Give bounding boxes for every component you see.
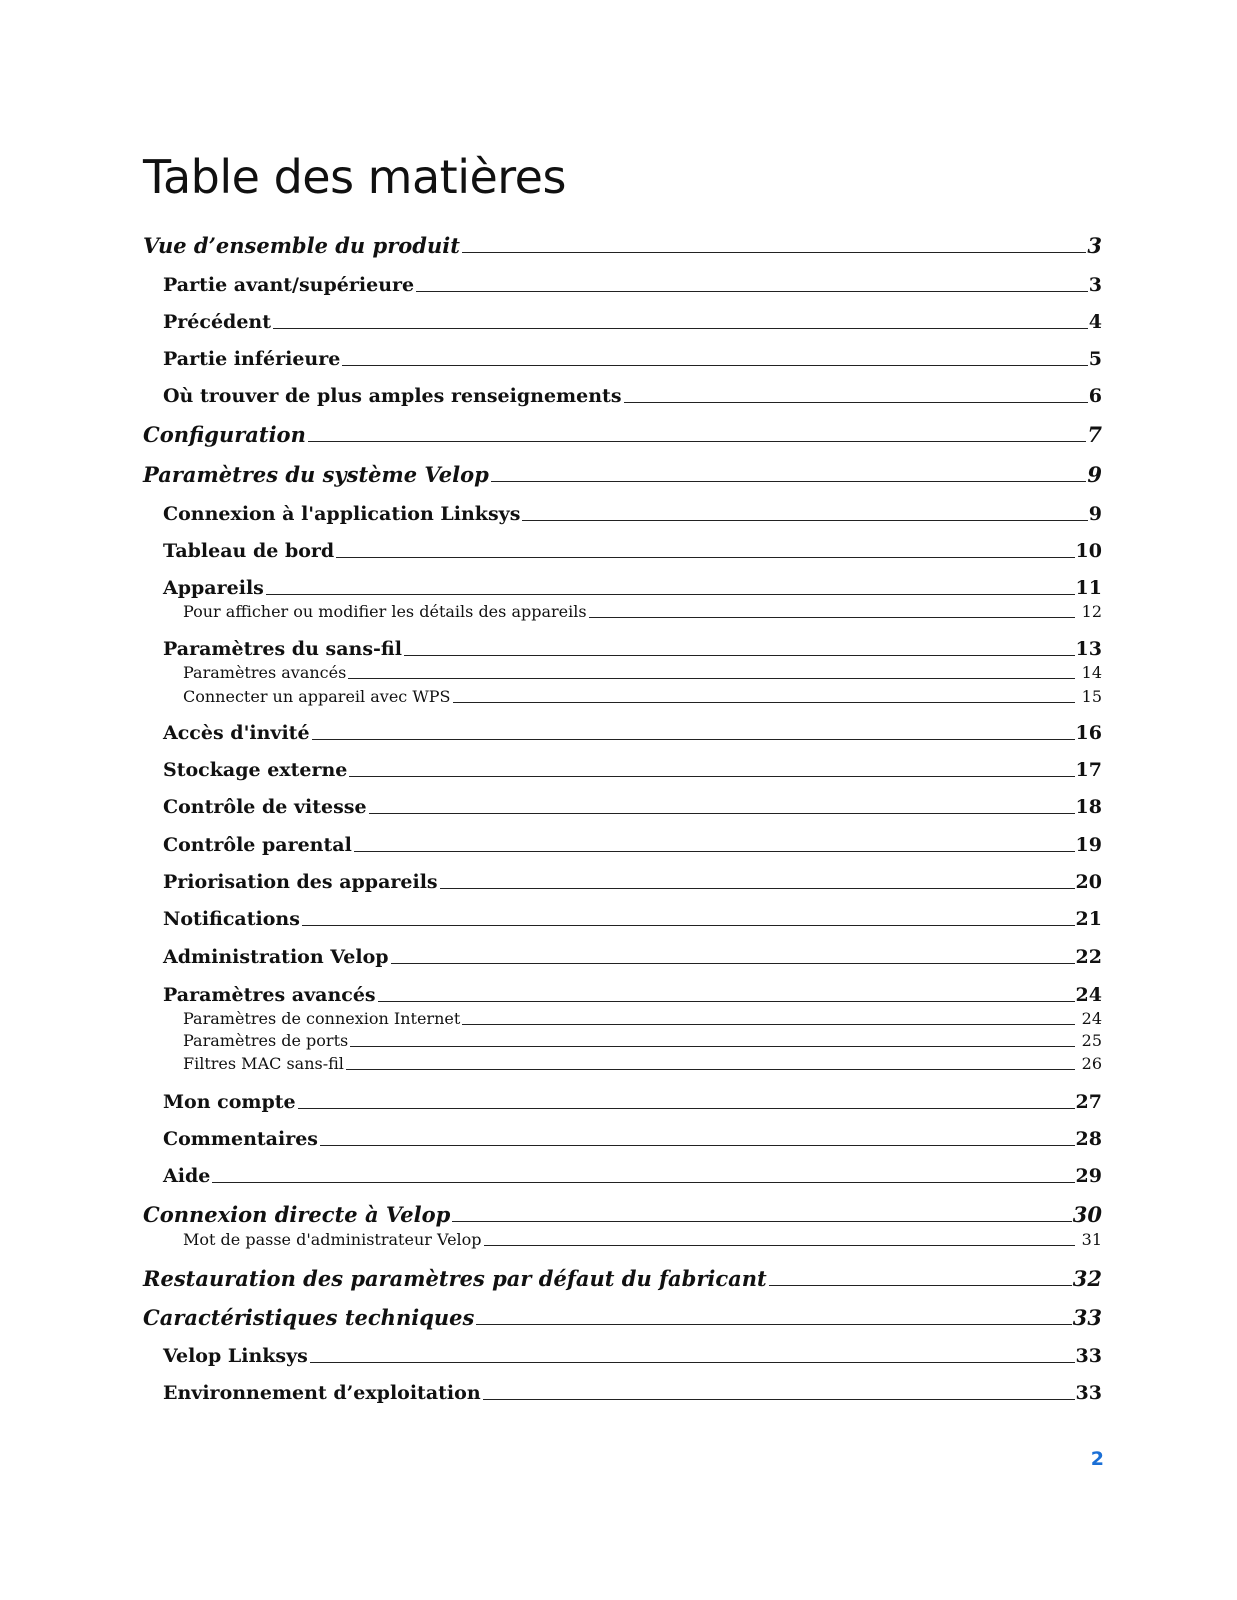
toc-leader-line [452,1221,1072,1222]
toc-entry-page: 6 [1088,385,1102,407]
toc-entry-page: 14 [1081,663,1102,682]
toc-entry[interactable] [163,980,1102,1006]
toc-entry[interactable] [163,1341,1102,1367]
toc-leader-line [346,1069,1075,1070]
toc-entry[interactable] [163,536,1102,562]
toc-entry[interactable] [183,685,1102,706]
toc-entry-label: Filtres MAC sans-fil [183,1054,344,1073]
toc-entry[interactable] [143,230,1102,258]
toc-entry-label: Connecter un appareil avec WPS [183,687,451,706]
toc-entry[interactable] [183,600,1102,621]
toc-leader-line [491,481,1087,482]
toc-entry-page: 33 [1072,1305,1102,1330]
toc-entry[interactable] [163,1161,1102,1187]
toc-entry-label: Restauration des paramètres par défaut du fabricant [143,1266,767,1291]
toc-entry-page: 3 [1088,274,1102,296]
toc-leader-line [349,776,1074,777]
toc-entry-page: 33 [1075,1345,1102,1367]
toc-entry-label: Paramètres du sans-fil [163,638,402,660]
toc-entry[interactable] [163,792,1102,818]
toc-entry-label: Contrôle parental [163,834,352,856]
toc-entry[interactable] [163,270,1102,296]
toc-leader-line [212,1182,1074,1183]
toc-entry-label: Partie inférieure [163,348,341,370]
toc-entry-label: Partie avant/supérieure [163,274,415,296]
toc-entry[interactable] [143,1263,1102,1291]
toc-entry[interactable] [163,830,1102,856]
toc-leader-line [312,739,1075,740]
toc-entry-page: 12 [1081,602,1102,621]
toc-entry[interactable] [183,1007,1102,1028]
toc-entry[interactable] [163,381,1102,407]
toc-entry-page: 3 [1087,233,1102,258]
toc-leader-line [440,888,1075,889]
toc-entry[interactable] [143,419,1102,447]
toc-entry-page: 9 [1087,462,1102,487]
toc-leader-line [624,402,1088,403]
toc-entry-label: Connexion à l'application Linksys [163,503,521,525]
toc-entry[interactable] [183,661,1102,682]
toc-entry-page: 9 [1088,503,1102,525]
toc-leader-line [462,1024,1074,1025]
toc-entry[interactable] [163,755,1102,781]
toc-entry-label: Mot de passe d'administrateur Velop [183,1230,482,1249]
toc-entry[interactable] [163,904,1102,930]
toc-entry-label: Tableau de bord [163,540,335,562]
toc-entry-page: 33 [1075,1382,1102,1404]
toc-entry-label: Commentaires [163,1128,319,1150]
toc-entry-label: Où trouver de plus amples renseignements [163,385,622,407]
toc-entry-label: Paramètres avancés [163,984,376,1006]
toc-entry[interactable] [163,634,1102,660]
toc-entry[interactable] [163,718,1102,744]
toc-entry-page: 4 [1088,311,1102,333]
toc-entry[interactable] [163,344,1102,370]
toc-entry-label: Vue d’ensemble du produit [143,233,460,258]
toc-entry-page: 24 [1075,984,1102,1006]
toc-leader-line [404,655,1075,656]
toc-leader-line [350,1046,1074,1047]
toc-entry[interactable] [163,1087,1102,1113]
toc-leader-line [369,813,1075,814]
toc-entry-label: Paramètres du système Velop [143,462,489,487]
toc-leader-line [298,1108,1075,1109]
toc-entry-page: 26 [1081,1054,1102,1073]
toc-entry-page: 32 [1072,1266,1102,1291]
toc-entry-page: 15 [1081,687,1102,706]
toc-entry-label: Aide [163,1165,211,1187]
toc-leader-line [266,594,1075,595]
toc-entry-page: 17 [1075,759,1102,781]
toc-leader-line [476,1324,1071,1325]
toc-entry[interactable] [163,867,1102,893]
toc-entry-label: Administration Velop [163,946,389,968]
toc-entry-label: Notifications [163,908,300,930]
toc-entry-page: 13 [1075,638,1102,660]
toc-leader-line [484,1245,1075,1246]
toc-entry-page: 28 [1075,1128,1102,1150]
toc-entry-label: Pour afficher ou modifier les détails des appareils [183,602,587,621]
toc-leader-line [308,441,1087,442]
toc-leader-line [391,963,1075,964]
toc-entry-label: Stockage externe [163,759,348,781]
toc-entry-page: 5 [1088,348,1102,370]
toc-entry-label: Priorisation des appareils [163,871,438,893]
toc-entry[interactable] [163,307,1102,333]
toc-entry-page: 27 [1075,1091,1102,1113]
toc-entry-page: 19 [1075,834,1102,856]
toc-entry-label: Précédent [163,311,272,333]
page-number: 2 [1090,1448,1104,1470]
toc-entry-label: Configuration [143,422,306,447]
toc-leader-line [342,365,1087,366]
toc-leader-line [769,1285,1072,1286]
toc-entry[interactable] [143,1199,1102,1227]
toc-leader-line [348,678,1074,679]
toc-entry[interactable] [143,1302,1102,1330]
toc-leader-line [462,252,1086,253]
toc-leader-line [416,291,1088,292]
toc-leader-line [310,1362,1075,1363]
toc-leader-line [453,702,1075,703]
toc-entry[interactable] [183,1029,1102,1050]
toc-leader-line [522,520,1087,521]
toc-entry-page: 7 [1087,422,1102,447]
toc-entry-label: Paramètres de ports [183,1031,349,1050]
toc-entry-page: 29 [1075,1165,1102,1187]
toc-entry-label: Accès d'invité [163,722,310,744]
toc-entry-label: Appareils [163,577,264,599]
toc-leader-line [378,1001,1075,1002]
toc-entry-page: 24 [1081,1009,1102,1028]
toc-leader-line [273,328,1088,329]
toc-entry-page: 21 [1075,908,1102,930]
toc-entry[interactable] [163,1124,1102,1150]
toc-entry-label: Paramètres avancés [183,663,347,682]
toc-entry-page: 22 [1075,946,1102,968]
toc-entry-label: Environnement d’exploitation [163,1382,481,1404]
toc-leader-line [483,1399,1075,1400]
toc-leader-line [354,851,1075,852]
toc-entry-page: 31 [1081,1230,1102,1249]
toc-leader-line [302,925,1075,926]
toc-entry-label: Velop Linksys [163,1345,308,1367]
toc-entry-label: Caractéristiques techniques [143,1305,475,1330]
toc-entry-page: 20 [1075,871,1102,893]
toc-entry[interactable] [163,573,1102,599]
toc-entry[interactable] [143,459,1102,487]
toc-entry[interactable] [183,1228,1102,1249]
toc-entry-page: 18 [1075,796,1102,818]
page-title: Table des matières [143,150,566,204]
toc-entry[interactable] [163,499,1102,525]
toc-entry-label: Mon compte [163,1091,296,1113]
toc-entry-page: 11 [1075,577,1102,599]
toc-entry-label: Contrôle de vitesse [163,796,367,818]
toc-leader-line [336,557,1074,558]
toc-entry-label: Paramètres de connexion Internet [183,1009,461,1028]
toc-entry[interactable] [183,1052,1102,1073]
toc-entry[interactable] [163,942,1102,968]
toc-leader-line [320,1145,1075,1146]
toc-entry-page: 10 [1075,540,1102,562]
toc-entry-page: 30 [1072,1202,1102,1227]
toc-leader-line [589,617,1075,618]
toc-entry-label: Connexion directe à Velop [143,1202,451,1227]
toc-entry-page: 16 [1075,722,1102,744]
toc-entry[interactable] [163,1378,1102,1404]
toc-entry-page: 25 [1081,1031,1102,1050]
